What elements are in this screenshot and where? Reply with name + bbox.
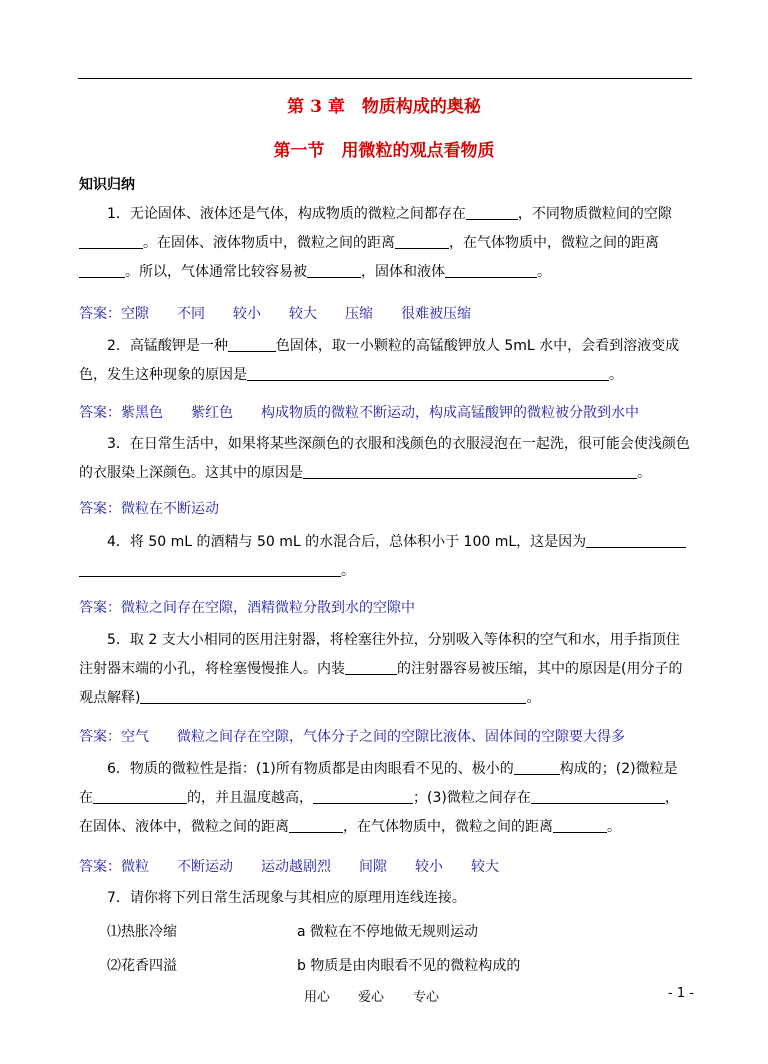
match-left: ⑵花香四溢 [107, 958, 177, 974]
footer-item: 专心 [413, 990, 440, 1005]
answer-2: 答案：紫黑色 紫红色 构成物质的微粒不断运动，构成高锰酸钾的微粒被分散到水中 [79, 405, 639, 421]
knowledge-heading: 知识归纳 [79, 177, 135, 193]
answer-blank [79, 262, 125, 278]
question-2: 2．高锰酸钾是一种 色固体，取一小颗粒的高锰酸钾放人 5mL 水中，会看到溶液变成色，发生这种现象的原因是 。 [79, 338, 680, 383]
answer-blank [466, 204, 518, 220]
answer-blank [303, 463, 637, 479]
answer-blank [79, 561, 341, 577]
answer-blank [531, 788, 665, 804]
page-number: - 1 - [668, 986, 694, 1001]
answer-blank [247, 365, 609, 381]
section-title: 第一节 用微粒的观点看物质 [273, 141, 495, 161]
answer-blank [307, 262, 361, 278]
question-6: 6．物质的微粒性是指：(1)所有物质都是由肉眼看不见的、极小的 构成的；(2)微粒是在 的，并且温度越高， ；(3)微粒之间存在 ，在固体、液体中，微粒之间的距离 ，在气体物质中，微粒之间的距离 。 [79, 761, 679, 835]
footer-item: 用心 [304, 990, 331, 1005]
answer-blank [289, 817, 343, 833]
answer-blank [553, 817, 607, 833]
answer-4: 答案：微粒之间存在空隙，酒精微粒分散到水的空隙中 [79, 600, 415, 616]
answer-1: 答案：空隙 不同 较小 较大 压缩 很难被压缩 [79, 306, 471, 322]
question-5: 5．取 2 支大小相同的医用注射器，将栓塞往外拉，分别吸入等体积的空气和水，用手指顶住注射器末端的小孔，将栓塞慢慢推人。内装 的注射器容易被压缩，其中的原因是(用分子的观点解释) 。 [79, 632, 683, 706]
answer-3: 答案：微粒在不断运动 [79, 501, 219, 517]
answer-blank [79, 233, 143, 249]
answer-5: 答案：空气 微粒之间存在空隙，气体分子之间的空隙比液体、固体间的空隙要大得多 [79, 729, 625, 745]
question-1: 1．无论固体、液体还是气体，构成物质的微粒之间都存在 ，不同物质微粒间的空隙。在固体、液体物质中，微粒之间的距离 ，在气体物质中，微粒之间的距离。所以，气体通常比较容易被 ，固体和液体 。 [79, 200, 691, 287]
answer-blank [586, 532, 686, 548]
chapter-title: 第 3 章 物质构成的奥秘 [287, 97, 481, 117]
answer-blank [93, 788, 187, 804]
match-right: b 物质是由肉眼看不见的微粒构成的 [297, 958, 521, 974]
match-right: a 微粒在不停地做无规则运动 [297, 924, 479, 940]
answer-blank [313, 788, 413, 804]
answer-6: 答案：微粒 不断运动 运动越剧烈 间隙 较小 较大 [79, 859, 499, 875]
match-row [107, 921, 479, 941]
answer-blank [140, 688, 526, 704]
answer-blank [228, 336, 276, 352]
match-row [107, 955, 521, 975]
match-left: ⑴热胀冷缩 [107, 924, 177, 940]
answer-blank [514, 759, 560, 775]
header-rule [78, 78, 692, 79]
answer-blank [395, 233, 449, 249]
question-3: 3．在日常生活中，如果将某些深颜色的衣服和浅颜色的衣服浸泡在一起洗，很可能会使浅颜色的衣服染上深颜色。这其中的原因是 。 [79, 436, 690, 481]
footer-item: 爱心 [358, 990, 385, 1005]
answer-blank [445, 262, 537, 278]
question-7: 7．请你将下列日常生活现象与其相应的原理用连线连接。 [107, 890, 466, 906]
question-4: 4．将 50 mL 的酒精与 50 mL 的水混合后，总体积小于 100 mL，这是因为。 [79, 528, 691, 586]
answer-blank [345, 659, 397, 675]
